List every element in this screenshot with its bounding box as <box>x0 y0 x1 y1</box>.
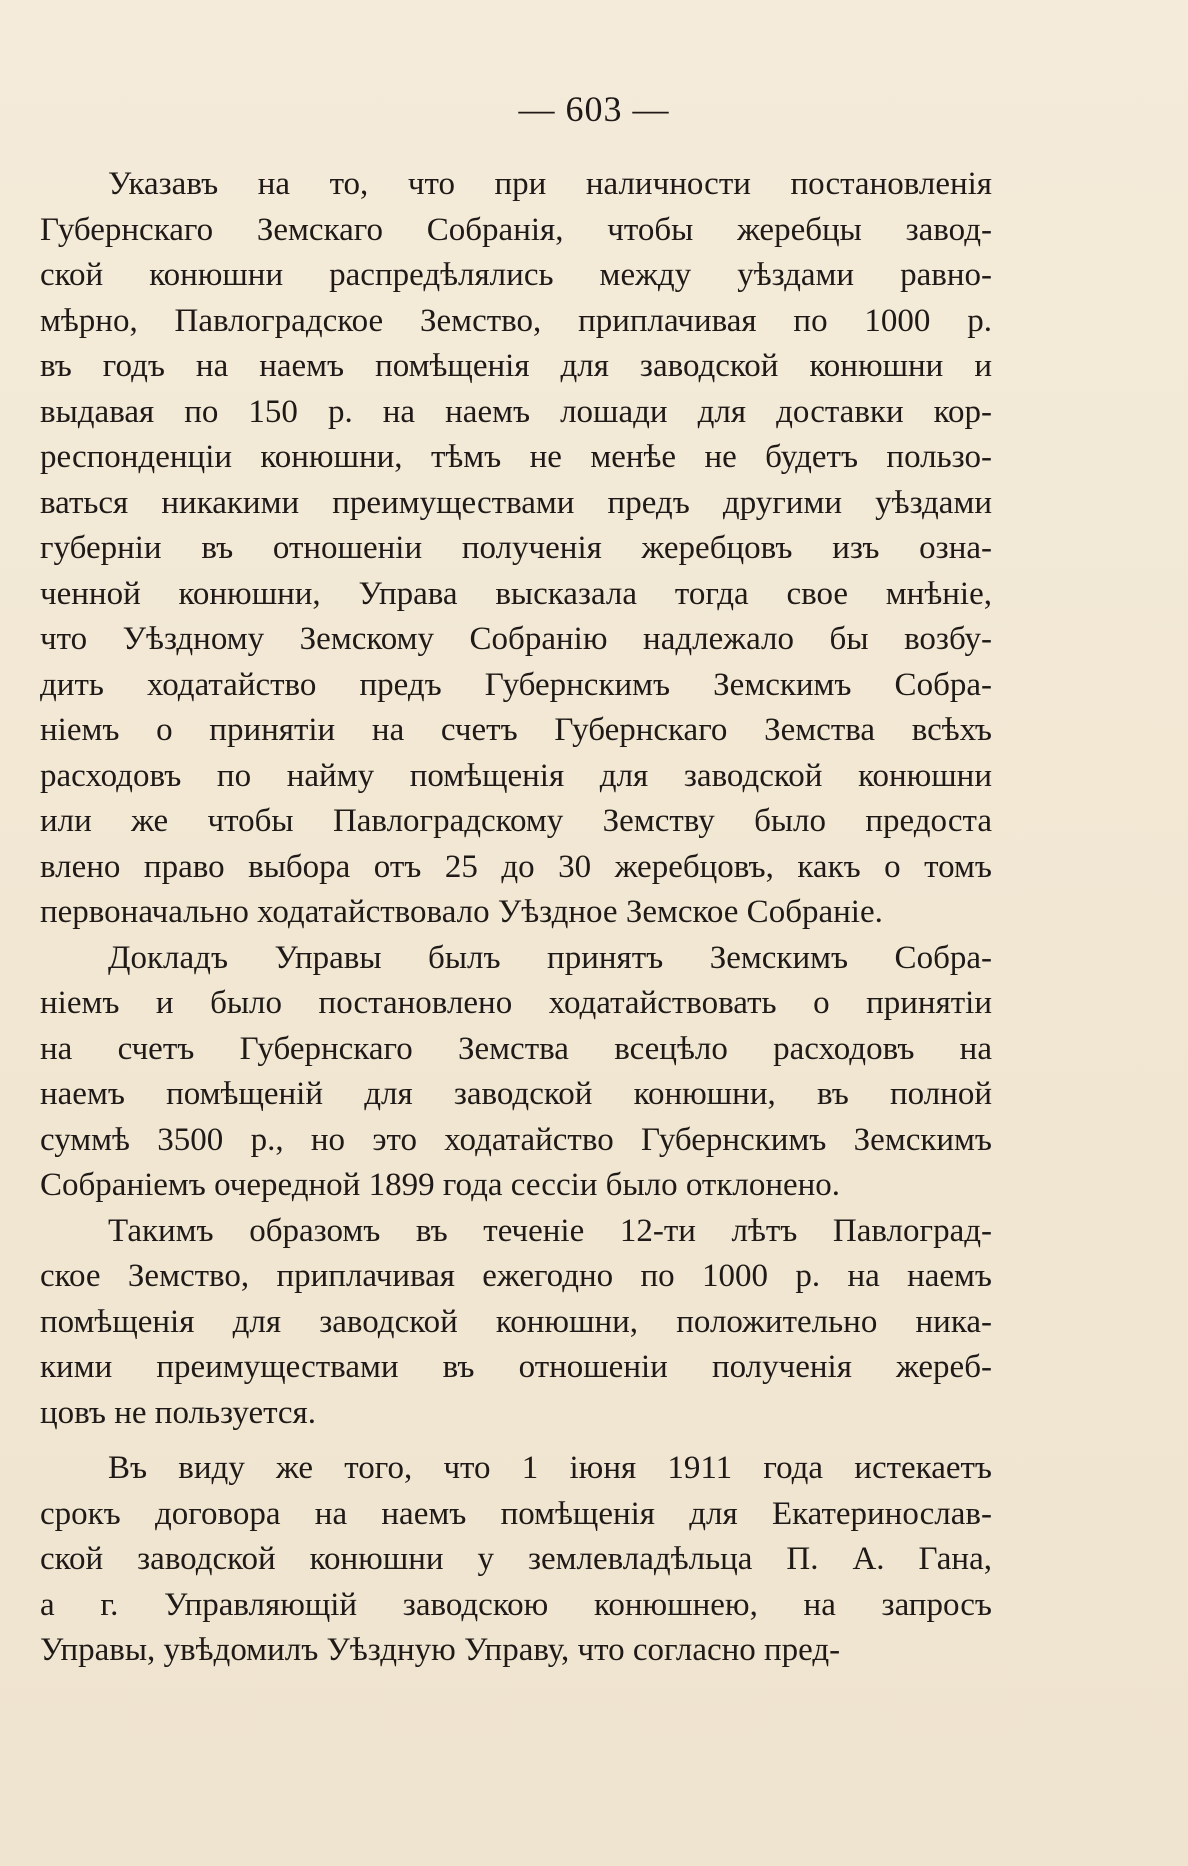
text-line: Докладъ Управы былъ принятъ Земскимъ Собра- <box>108 939 992 976</box>
text-line: ніемъ о принятіи на счетъ Губернскаго Земства всѣхъ <box>40 712 992 748</box>
text-line: цовъ не пользуется. <box>40 1394 316 1431</box>
text-line: губерніи въ отношеніи полученія жеребцовъ изъ озна- <box>40 530 992 566</box>
text-line: Губернскаго Земскаго Собранія, чтобы жеребцы завод- <box>40 211 992 248</box>
paragraph <box>40 162 992 936</box>
text-line: кими преимуществами въ отношеніи полученія жереб- <box>40 1349 992 1385</box>
paragraph <box>40 936 992 1209</box>
text-line: Такимъ образомъ въ теченіе 12-ти лѣтъ Павлоград- <box>108 1212 992 1249</box>
text-line: что Уѣздному Земскому Собранію надлежало бы возбу- <box>40 621 992 657</box>
paragraph <box>40 1446 992 1674</box>
paragraph <box>40 1209 992 1437</box>
text-line: дить ходатайство предъ Губернскимъ Земскимъ Собра- <box>40 666 992 703</box>
page-number: — 603 — <box>518 89 670 129</box>
body-text <box>40 162 992 1674</box>
text-line: помѣщенія для заводской конюшни, положительно ника- <box>40 1303 992 1340</box>
text-line: на счетъ Губернскаго Земства всецѣло расходовъ на <box>40 1030 992 1067</box>
text-line: или же чтобы Павлоградскому Земству было предоста <box>40 803 992 839</box>
text-line: ченной конюшни, Управа высказала тогда свое мнѣніе, <box>40 575 992 612</box>
text-line: въ годъ на наемъ помѣщенія для заводской конюшни и <box>40 348 992 384</box>
text-line: первоначально ходатайствовало Уѣздное Земское Собраніе. <box>40 894 883 930</box>
text-line: Въ виду же того, что 1 іюня 1911 года истекаетъ <box>108 1450 992 1486</box>
text-line: респонденціи конюшни, тѣмъ не менѣе не будетъ пользо- <box>40 439 992 475</box>
text-line: выдавая по 150 р. на наемъ лошади для доставки кор- <box>40 393 992 430</box>
text-line: ваться никакими преимуществами предъ другими уѣздами <box>40 484 992 521</box>
text-line: суммѣ 3500 р., но это ходатайство Губернскимъ Земскимъ <box>40 1121 992 1158</box>
text-line: срокъ договора на наемъ помѣщенія для Екатеринослав- <box>40 1495 992 1532</box>
text-line: ніемъ и было постановлено ходатайствовать о принятіи <box>40 985 992 1021</box>
text-line: наемъ помѣщеній для заводской конюшни, въ полной <box>40 1076 992 1112</box>
text-line: расходовъ по найму помѣщенія для заводской конюшни <box>40 757 992 794</box>
text-line: ской конюшни распредѣлялись между уѣздами равно- <box>40 257 992 293</box>
text-line: влено право выбора отъ 25 до 30 жеребцовъ, какъ о томъ <box>40 848 992 885</box>
text-line: Управы, увѣдомилъ Уѣздную Управу, что согласно пред- <box>40 1632 841 1668</box>
text-line: мѣрно, Павлоградское Земство, приплачивая по 1000 р. <box>40 302 992 339</box>
text-line: а г. Управляющій заводскою конюшнею, на запросъ <box>40 1586 992 1623</box>
text-line: Собраніемъ очередной 1899 года сессіи было отклонено. <box>40 1167 841 1203</box>
text-line: ской заводской конюшни у землевладѣльца П. А. Гана, <box>40 1541 992 1577</box>
text-line: ское Земство, приплачивая ежегодно по 1000 р. на наемъ <box>40 1258 992 1294</box>
text-line: Указавъ на то, что при наличности постановленія <box>108 166 992 202</box>
